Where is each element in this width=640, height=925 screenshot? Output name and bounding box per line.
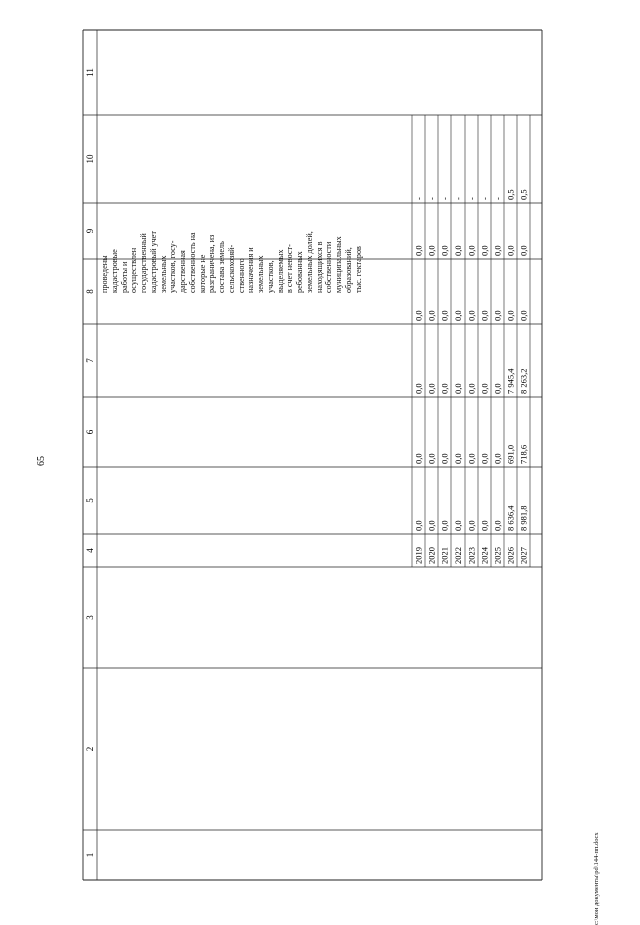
column-number-10: 10	[85, 154, 95, 164]
cell-2020-c7: 0,0	[426, 383, 437, 394]
cell-2023-c5: 0,0	[466, 520, 477, 531]
description-line: участков, госу-	[168, 240, 178, 293]
description-line: земельных	[256, 255, 265, 293]
cell-2025-c7: 0,0	[492, 383, 503, 394]
column-number-11: 11	[85, 68, 95, 77]
description-line: которые не	[197, 254, 207, 293]
cell-2021-c6: 0,0	[439, 453, 450, 464]
cell-2021-year: 2021	[439, 547, 450, 564]
column-number-2: 2	[85, 746, 95, 752]
cell-2022-c10: -	[453, 197, 463, 200]
cell-2027-c7: 8 263,2	[518, 368, 529, 394]
cell-2024-c7: 0,0	[479, 383, 490, 394]
cell-2026-c10: 0,5	[505, 189, 516, 200]
cell-2026-year: 2026	[505, 547, 516, 564]
cell-2021-c8: 0,0	[439, 310, 450, 321]
cell-2024-c6: 0,0	[479, 453, 490, 464]
cell-2021-c5: 0,0	[439, 520, 450, 531]
description-line: ственного	[236, 258, 246, 293]
column-number-3: 3	[85, 615, 95, 620]
description-line: муниципальных	[334, 236, 343, 293]
column-number-8: 8	[85, 289, 95, 294]
indicator-description	[100, 0, 363, 293]
cell-2024-c5: 0,0	[479, 520, 490, 531]
cell-2026-c7: 7 945,4	[505, 368, 516, 394]
cell-2026-c9: 0,0	[505, 245, 516, 256]
cell-2027-c10: 0,5	[518, 189, 529, 200]
cell-2026-c6: 691,0	[505, 444, 516, 464]
cell-2025-c8: 0,0	[492, 310, 503, 321]
cell-2024-c8: 0,0	[479, 310, 490, 321]
column-number-5: 5	[85, 498, 95, 503]
description-line: осуществлен	[129, 247, 139, 293]
description-line: тыс. гектаров	[353, 246, 363, 293]
cell-2022-c5: 0,0	[453, 520, 463, 531]
description-line: собственности	[324, 241, 334, 293]
cell-2024-c10: -	[479, 197, 490, 200]
cell-2027-c5: 8 981,8	[518, 505, 529, 531]
column-number-4: 4	[85, 548, 95, 553]
cell-2026-c8: 0,0	[505, 310, 516, 321]
description-line: в счет невост-	[285, 244, 295, 293]
description-line: дарственная	[178, 250, 187, 293]
cell-2020-c5: 0,0	[426, 520, 437, 531]
cell-2022-c9: 0,0	[453, 245, 463, 256]
cell-2019-c10: -	[413, 197, 424, 200]
description-line: выделяемых	[275, 249, 285, 293]
column-number-7: 7	[85, 358, 95, 363]
description-line: земельных долей,	[304, 231, 314, 293]
cell-2027-c6: 718,6	[518, 444, 529, 464]
description-line: кадастровый учет	[148, 230, 158, 293]
cell-2021-c7: 0,0	[439, 383, 450, 394]
cell-2020-year: 2020	[426, 547, 437, 564]
description-line: государственный	[139, 233, 148, 293]
description-line: собственность на	[187, 232, 197, 293]
cell-2023-c10: -	[466, 197, 477, 200]
cell-2019-c7: 0,0	[413, 383, 424, 394]
cell-2022-c6: 0,0	[453, 453, 463, 464]
cell-2020-c9: 0,0	[426, 245, 437, 256]
description-line: земельных	[158, 255, 168, 293]
cell-2023-c7: 0,0	[466, 383, 477, 394]
cell-2023-c6: 0,0	[466, 453, 477, 464]
cell-2023-c8: 0,0	[466, 310, 477, 321]
cell-2019-year: 2019	[413, 547, 424, 564]
description-line: назначения и	[246, 247, 256, 293]
description-line: работы и	[119, 261, 129, 293]
cell-2025-c5: 0,0	[492, 520, 503, 531]
cell-2020-c10: -	[426, 197, 437, 200]
description-line: участков,	[265, 260, 275, 293]
description-line: кадастровые	[109, 249, 119, 293]
cell-2019-c6: 0,0	[413, 453, 424, 464]
cell-2023-c9: 0,0	[466, 245, 477, 256]
description-line: состава земель	[217, 241, 226, 293]
cell-2027-c9: 0,0	[518, 245, 529, 256]
cell-2025-c6: 0,0	[492, 453, 503, 464]
column-number-6: 6	[85, 429, 95, 435]
cell-2025-year: 2025	[492, 547, 503, 564]
description-line: разграничена, из	[207, 234, 217, 293]
cell-2027-c8: 0,0	[518, 310, 529, 321]
cell-2021-c10: -	[439, 197, 450, 200]
column-number-9: 9	[85, 228, 95, 234]
cell-2024-year: 2024	[479, 547, 490, 564]
description-line: сельскохозяй-	[226, 244, 236, 293]
description-line: образований,	[343, 247, 353, 293]
cell-2022-year: 2022	[453, 547, 463, 564]
cell-2020-c6: 0,0	[426, 453, 437, 464]
cell-2026-c5: 8 636,4	[505, 505, 516, 531]
cell-2019-c8: 0,0	[413, 310, 424, 321]
cell-2022-c7: 0,0	[453, 383, 463, 394]
cell-2027-year: 2027	[518, 547, 529, 564]
footer-file-path: с:\мои документы\pd\144-пп.docx	[593, 832, 600, 925]
cell-2019-c5: 0,0	[413, 520, 424, 531]
cell-2025-c9: 0,0	[492, 245, 503, 256]
cell-2019-c9: 0,0	[413, 245, 424, 256]
cell-2021-c9: 0,0	[439, 245, 450, 256]
cell-2025-c10: -	[492, 197, 503, 200]
cell-2022-c8: 0,0	[453, 310, 463, 321]
cell-2020-c8: 0,0	[426, 310, 437, 321]
description-line: проведены	[100, 255, 109, 293]
page-number: 65	[36, 456, 47, 466]
cell-2023-year: 2023	[466, 547, 477, 564]
description-line: находящихся в	[314, 241, 324, 293]
column-number-1: 1	[85, 852, 95, 858]
cell-2024-c9: 0,0	[479, 245, 490, 256]
description-line: ребованных	[295, 251, 304, 293]
